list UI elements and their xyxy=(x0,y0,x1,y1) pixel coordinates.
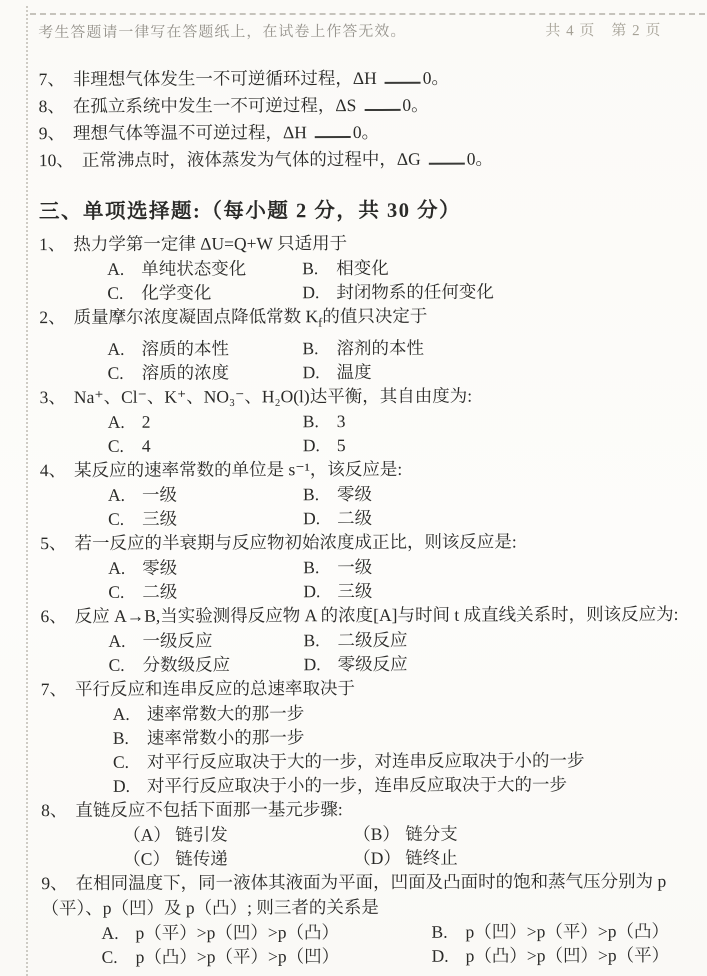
options xyxy=(40,480,691,530)
fill-item-7 xyxy=(39,64,690,93)
option-text: 一级 xyxy=(141,484,178,505)
option-d xyxy=(302,279,690,304)
option-c xyxy=(107,280,302,305)
fill-item-9 xyxy=(39,118,690,147)
option-key: B. xyxy=(302,483,320,504)
option-text: 二级反应 xyxy=(337,629,408,650)
option-d xyxy=(353,844,692,869)
mcq-question-9 xyxy=(41,868,692,968)
option-b xyxy=(303,553,691,578)
fill-item-10 xyxy=(39,145,690,174)
stem-text: 反应 A→B,当实验测得反应物 A 的浓度[A]与时间 t 成直线关系时，则该反应为: xyxy=(74,603,679,626)
option-a xyxy=(107,336,302,361)
mcq-question-8 xyxy=(41,795,692,870)
mcq-question-4 xyxy=(40,455,691,530)
option-key: C. xyxy=(107,362,124,383)
option-key: C. xyxy=(108,654,125,675)
option-key: D. xyxy=(302,434,320,455)
options xyxy=(41,918,692,968)
question-stem xyxy=(40,382,691,409)
question-number: 7、 xyxy=(38,69,65,90)
question-stem xyxy=(39,303,690,337)
question-number: 8、 xyxy=(38,96,65,117)
question-text: 非理想气体发生一不可逆循环过程，ΔH xyxy=(72,67,377,90)
question-number: 10、 xyxy=(38,150,74,171)
mcq-question-2 xyxy=(39,303,690,385)
option-key: （C） xyxy=(123,848,170,869)
option-a xyxy=(123,822,353,847)
option-text: 溶质的浓度 xyxy=(141,361,230,383)
question-stem xyxy=(41,868,692,920)
option-text: 5 xyxy=(336,434,346,455)
option-key: D. xyxy=(303,580,321,601)
question-number: 6、 xyxy=(40,605,67,626)
option-text: 二级 xyxy=(142,581,178,602)
answer-blank xyxy=(385,68,421,84)
question-number: 1、 xyxy=(39,234,66,255)
option-a xyxy=(108,409,303,434)
option-b xyxy=(302,255,690,280)
mcq-question-5 xyxy=(40,528,691,603)
option-b xyxy=(113,723,692,749)
page-content xyxy=(38,19,692,969)
mcq-question-7 xyxy=(41,674,692,797)
option-text: 3 xyxy=(336,410,346,431)
option-key: D. xyxy=(303,653,321,674)
option-key: B. xyxy=(303,556,320,577)
option-key: A. xyxy=(112,703,130,724)
stem-text: 若一反应的半衰期与反应物初始浓度成正比，则该反应是: xyxy=(74,530,517,553)
options xyxy=(40,407,691,457)
option-key: B. xyxy=(431,921,448,942)
stem-text: 在相同温度下，同一液体其液面为平面，凹面及凸面时的饱和蒸气压分别为 p（平）、p（凹）及 p（凸）; 则三者的关系是 xyxy=(41,870,667,918)
option-text: 4 xyxy=(141,435,151,456)
option-text: 2 xyxy=(141,411,151,432)
blank-suffix: 0。 xyxy=(466,148,494,169)
fill-item-8 xyxy=(39,91,690,120)
option-text: 温度 xyxy=(336,361,372,382)
option-text: 相变化 xyxy=(336,257,389,279)
mcq-question-1 xyxy=(39,230,690,305)
option-d xyxy=(432,942,693,967)
option-key: （B） xyxy=(353,823,400,844)
option-key: D. xyxy=(303,507,321,528)
option-key: C. xyxy=(112,751,130,772)
option-text: 链引发 xyxy=(175,823,228,845)
option-text: 速率常数小的那一步 xyxy=(146,726,305,748)
stem-text: 平行反应和连串反应的总速率取决于 xyxy=(74,677,355,699)
top-dashed-line xyxy=(30,13,705,15)
option-c xyxy=(123,846,353,871)
option-text: 单纯状态变化 xyxy=(141,258,247,279)
option-key: C. xyxy=(107,435,124,456)
question-number: 5、 xyxy=(40,532,67,553)
option-key: D. xyxy=(431,945,449,966)
option-key: （D） xyxy=(353,847,401,868)
question-number: 9、 xyxy=(41,872,68,893)
question-number: 9、 xyxy=(38,123,66,144)
option-key: D. xyxy=(302,361,320,382)
option-text: 二级 xyxy=(337,507,373,528)
option-c xyxy=(108,360,303,385)
option-a xyxy=(113,699,692,725)
option-a xyxy=(101,919,431,944)
question-stem xyxy=(41,795,692,822)
option-text: 速率常数大的那一步 xyxy=(146,702,305,724)
option-d xyxy=(113,771,692,797)
option-b xyxy=(303,480,691,505)
answer-notice: 考生答题请一律写在答题纸上，在试卷上作答无效。 xyxy=(38,23,407,42)
option-text: 链传递 xyxy=(175,847,228,869)
option-text: 封闭物系的任何变化 xyxy=(336,281,494,303)
options xyxy=(40,626,691,676)
stem-subscript: f xyxy=(318,315,323,330)
option-text: p（凸）>p（平）>p（凹） xyxy=(135,945,340,967)
question-stem xyxy=(40,528,691,555)
question-stem xyxy=(40,601,691,628)
option-b xyxy=(302,334,690,359)
option-a xyxy=(108,628,303,653)
fill-in-section xyxy=(39,64,690,174)
option-key: B. xyxy=(303,629,320,650)
question-text: 正常沸点时，液体蒸发为气体的过程中，ΔG xyxy=(81,148,421,170)
option-text: 溶剂的本性 xyxy=(336,337,425,358)
option-text: 三级 xyxy=(337,580,373,601)
mcq-question-3 xyxy=(40,382,691,457)
option-key: B. xyxy=(302,410,319,431)
option-b xyxy=(303,626,691,651)
option-key: A. xyxy=(107,411,125,432)
options xyxy=(40,553,691,603)
option-text: p（平）>p（凹）>p（凸） xyxy=(135,921,340,943)
option-key: A. xyxy=(108,630,126,651)
blank-suffix: 0。 xyxy=(402,94,429,115)
option-text: 溶质的本性 xyxy=(141,337,230,359)
option-c xyxy=(109,652,304,677)
stem-text: 热力学第一定律 ΔU=Q+W 只适用于 xyxy=(73,233,348,255)
option-key: B. xyxy=(112,727,129,748)
section-title: 三、单项选择题:（每小题 2 分，共 30 分） xyxy=(38,199,462,224)
option-text: 对平行反应取决于小的一步，连串反应取决于大的一步 xyxy=(146,773,568,796)
option-b xyxy=(431,918,692,943)
option-d xyxy=(303,358,691,383)
blank-suffix: 0。 xyxy=(352,121,380,143)
stem-text: 质量摩尔浓度凝固点降低常数 K xyxy=(73,306,319,328)
question-text: 在孤立系统中发生一不可逆过程，ΔS xyxy=(72,95,357,117)
option-text: 分数级反应 xyxy=(142,653,231,675)
option-c xyxy=(102,943,432,968)
blank-suffix: 0。 xyxy=(422,67,449,88)
question-stem xyxy=(41,674,692,701)
options xyxy=(41,699,692,797)
question-number: 3、 xyxy=(39,386,66,407)
option-text: 零级反应 xyxy=(337,653,408,674)
question-number: 2、 xyxy=(39,307,66,328)
option-a xyxy=(108,555,303,580)
question-number: 4、 xyxy=(39,459,67,480)
option-c xyxy=(108,433,303,458)
option-key: C. xyxy=(108,508,125,529)
option-text: 链终止 xyxy=(405,847,458,868)
option-key: A. xyxy=(108,557,126,578)
option-d xyxy=(303,431,691,456)
option-b xyxy=(303,407,691,432)
option-key: C. xyxy=(101,946,118,967)
option-d xyxy=(304,650,692,675)
stem-text: Na⁺、Cl⁻、K⁺、NO₃⁻、H₂O(l)达平衡，其自由度为: xyxy=(73,385,473,407)
option-text: 化学变化 xyxy=(141,282,212,303)
option-key: A. xyxy=(107,338,125,359)
answer-blank xyxy=(429,149,465,165)
option-key: C. xyxy=(108,581,125,602)
option-c xyxy=(113,747,692,773)
answer-blank xyxy=(315,122,351,138)
question-number: 8、 xyxy=(41,799,68,820)
option-text: 一级反应 xyxy=(142,630,213,651)
option-key: A. xyxy=(107,258,125,279)
question-text: 理想气体等温不可逆过程，ΔH xyxy=(72,122,307,144)
page-number: 共 4 页 第 2 页 xyxy=(545,22,662,40)
options xyxy=(41,820,692,870)
option-d xyxy=(303,504,691,529)
stem-text: 某反应的速率常数的单位是 s⁻¹，该反应是: xyxy=(74,458,403,480)
options xyxy=(39,255,690,305)
option-c xyxy=(108,579,303,604)
option-d xyxy=(303,577,691,602)
option-c xyxy=(108,506,303,531)
question-stem xyxy=(40,455,691,482)
option-key: D. xyxy=(302,282,320,303)
option-key: A. xyxy=(101,922,119,943)
option-key: B. xyxy=(302,258,319,279)
option-key: A. xyxy=(107,484,126,505)
option-text: 对平行反应取决于大的一步，对连串反应取决于小的一步 xyxy=(146,749,585,772)
option-key: B. xyxy=(302,337,319,358)
question-stem xyxy=(39,230,690,257)
option-text: 一级 xyxy=(337,556,373,577)
left-margin-dotted-line xyxy=(26,6,28,976)
option-text: p（凸）>p（凹）>p（平） xyxy=(465,944,670,966)
option-text: 三级 xyxy=(142,508,178,529)
option-a xyxy=(108,482,303,507)
option-a xyxy=(107,256,302,281)
option-text: 链分支 xyxy=(405,823,458,844)
option-key: C. xyxy=(107,282,124,303)
stem-text: 的值只决定于 xyxy=(322,305,428,327)
option-b xyxy=(353,820,692,845)
option-text: p（凹）>p（平）>p（凸） xyxy=(465,920,670,942)
option-key: （A） xyxy=(123,824,171,845)
question-number: 7、 xyxy=(40,678,67,699)
options xyxy=(39,334,690,384)
option-text: 零级 xyxy=(142,557,178,578)
stem-text: 直链反应不包括下面那一基元步骤: xyxy=(75,798,343,820)
mcq-question-6 xyxy=(40,601,691,676)
answer-blank xyxy=(364,95,400,111)
option-text: 零级 xyxy=(336,483,373,504)
option-key: D. xyxy=(112,775,131,796)
page-header xyxy=(38,19,689,42)
